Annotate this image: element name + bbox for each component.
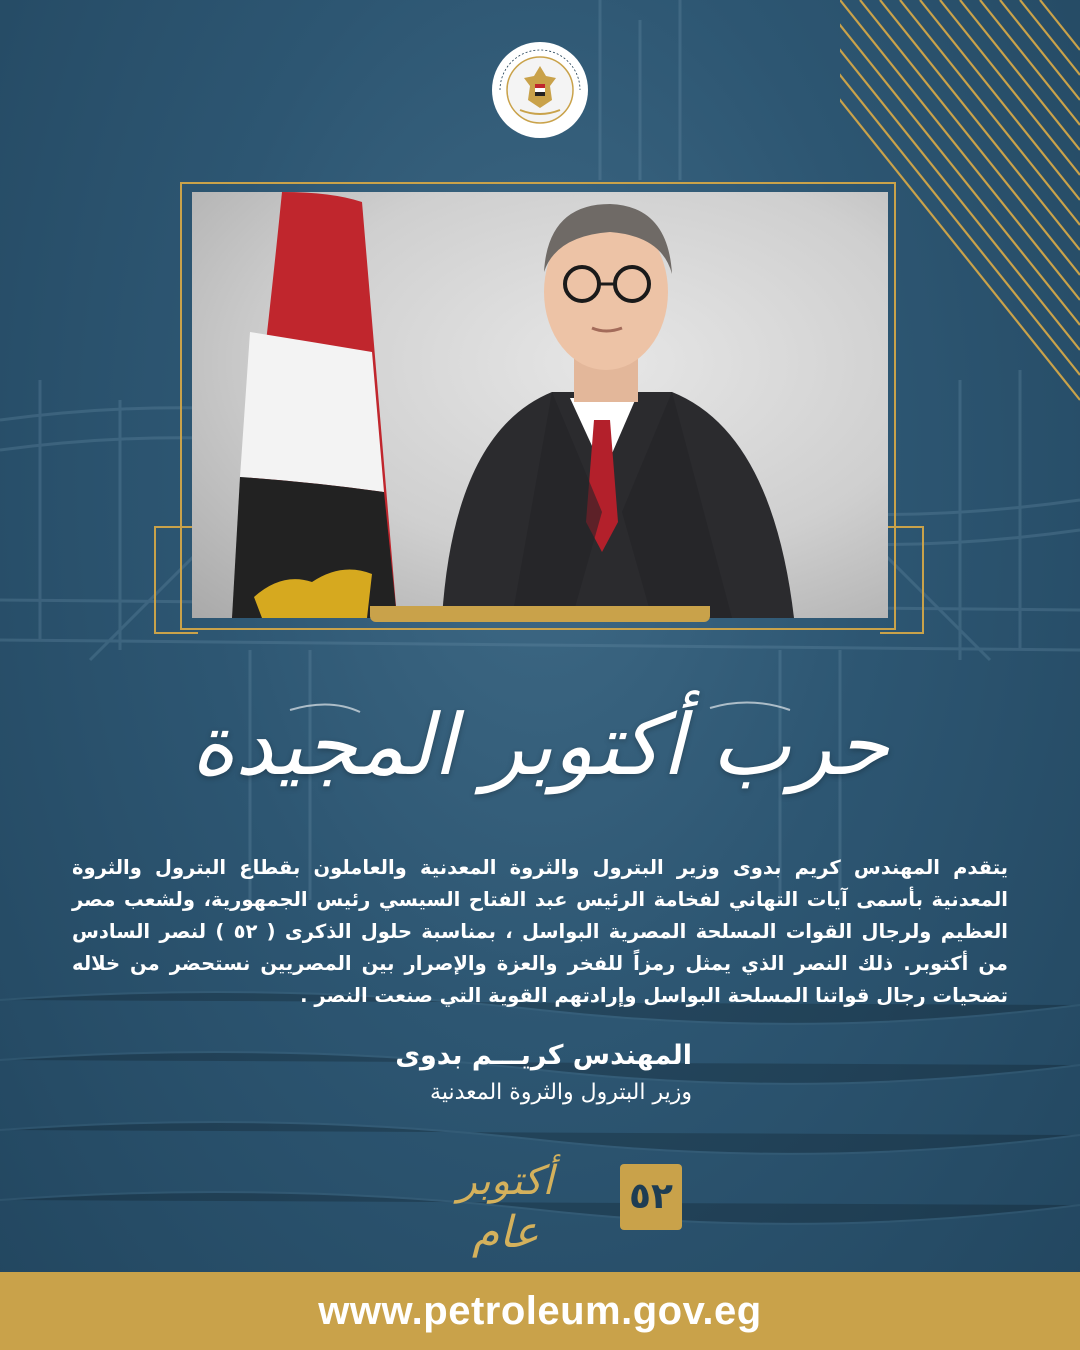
minister-portrait-illustration [192,192,888,618]
signature-position: وزير البترول والثروة المعدنية [430,1080,692,1105]
website-url-link[interactable]: www.petroleum.gov.eg [318,1289,762,1333]
eagle-emblem-icon [490,40,590,140]
ministry-logo [490,40,590,140]
page-title: حرب أكتوبر المجيدة [191,696,889,794]
minister-photo-frame [180,182,900,634]
signature-name: المهندس كريـــم بدوى [395,1040,692,1071]
anniversary-month-text: أكتوبر [457,1158,554,1204]
frame-gold-bar [370,606,710,622]
minister-photo [192,192,888,618]
footer-bar [0,1272,1080,1350]
anniversary-number-badge: ٥٢ [620,1164,682,1230]
anniversary-logo [398,1150,688,1270]
congratulation-message: يتقدم المهندس كريم بدوى وزير البترول والثروة المعدنية والعاملون بقطاع البترول والثروة المعدنية بأسمى آيات التهاني لفخامة الرئيس عبد الفتاح السيسي رئيس الجمهورية، ولشعب مصر العظيم ولرجال القوات المسلحة المصرية البواسل ، بمناسبة حلول الذكرى ( ٥٢ ) لنصر السادس من أكتوبر. ذلك النصر الذي يمثل رمزاً للفخر والعزة والإصرار بين المصريين نستحضر من خلاله تضحيات رجال قواتنا المسلحة البواسل وإرادتهم القوية التي صنعت النصر . [72,856,1008,1007]
anniversary-year-text: عام [472,1207,539,1258]
